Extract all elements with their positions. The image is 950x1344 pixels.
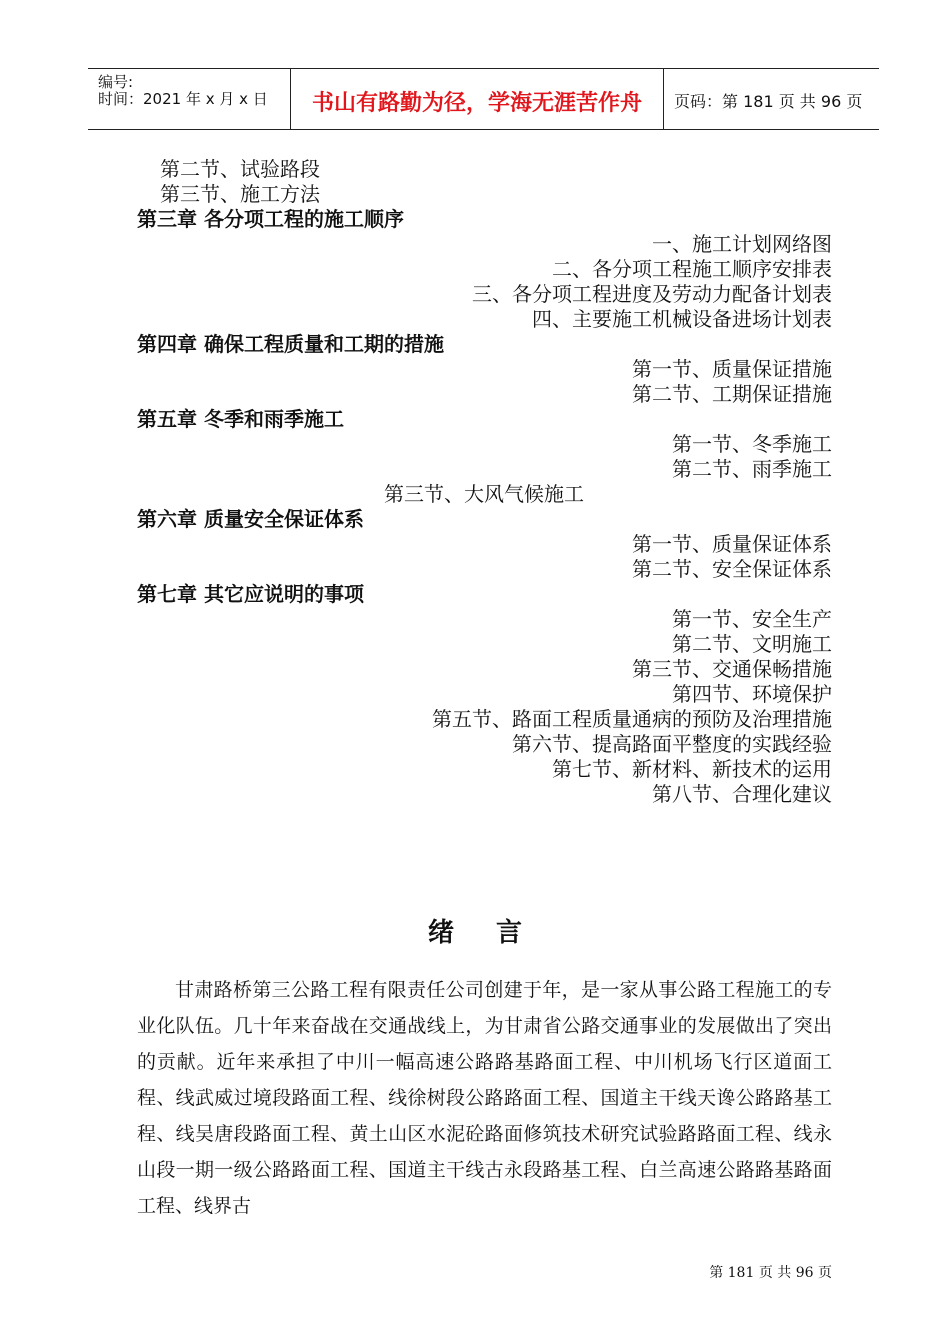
toc-chapter-entry: 第七章 其它应说明的事项: [137, 582, 364, 606]
toc-section-entry: 第一节、冬季施工: [672, 432, 832, 456]
section-title: 绪言: [427, 918, 564, 948]
toc-section-entry: 第二节、文明施工: [672, 632, 832, 656]
toc-chapter-entry: 第三章 各分项工程的施工顺序: [137, 207, 404, 231]
header-motto-cell: [290, 69, 664, 129]
toc-section-entry: 一、施工计划网络图: [652, 232, 832, 256]
toc-section-entry: 第六节、提高路面平整度的实践经验: [512, 732, 832, 756]
toc-section-entry: 第三节、大风气候施工: [384, 482, 584, 506]
toc-section-entry: 第七节、新材料、新技术的运用: [552, 757, 832, 781]
toc-section-entry: 三、各分项工程进度及劳动力配备计划表: [472, 282, 832, 306]
toc-section-entry: 二、各分项工程施工顺序安排表: [552, 257, 832, 281]
toc-section-entry: 第五节、路面工程质量通病的预防及治理措施: [432, 707, 832, 731]
header-page-info: 页码：第 181 页 共 96 页: [674, 92, 863, 111]
toc-section-entry: 第四节、环境保护: [672, 682, 832, 706]
toc-section-entry: 第一节、质量保证体系: [632, 532, 832, 556]
footer-page-number: 第 181 页 共 96 页: [709, 1265, 832, 1281]
page-header: [88, 68, 879, 130]
toc-chapter-entry: 第六章 质量安全保证体系: [137, 507, 364, 531]
toc-section-entry: 第二节、试验路段: [160, 157, 320, 181]
serial-label: 编号:: [98, 73, 134, 91]
header-page-cell: [664, 69, 879, 129]
header-meta-cell: [88, 69, 290, 129]
toc-section-entry: 第一节、安全生产: [672, 607, 832, 631]
time-label: 时间：2021 年 x 月 x 日: [98, 90, 268, 108]
toc-section-entry: 第三节、施工方法: [160, 182, 320, 206]
toc-section-entry: 四、主要施工机械设备进场计划表: [532, 307, 832, 331]
toc-section-entry: 第二节、工期保证措施: [632, 382, 832, 406]
toc-section-entry: 第一节、质量保证措施: [632, 357, 832, 381]
toc-section-entry: 第二节、安全保证体系: [632, 557, 832, 581]
intro-paragraph: 甘肃路桥第三公路工程有限责任公司创建于年，是一家从事公路工程施工的专业化队伍。几十年来奋战在交通战线上，为甘肃省公路交通事业的发展做出了突出的贡献。近年来承担了中川一幅高速公路路基路面工程、中川机场飞行区道面工程、线武威过境段路面工程、线徐树段公路路面工程、国道主干线天谗公路路基工程、线吴唐段路面工程、黄土山区水泥砼路面修筑技术研究试验路路面工程、线永山段一期一级公路路面工程、国道主干线古永段路基工程、白兰高速公路路基路面工程、线界古: [137, 979, 832, 1217]
toc-section-entry: 第三节、交通保畅措施: [632, 657, 832, 681]
toc-section-entry: 第二节、雨季施工: [672, 457, 832, 481]
toc-chapter-entry: 第四章 确保工程质量和工期的措施: [137, 332, 444, 356]
header-motto: 书山有路勤为径，学海无涯苦作舟: [311, 91, 642, 116]
toc-chapter-entry: 第五章 冬季和雨季施工: [137, 407, 344, 431]
toc-section-entry: 第八节、合理化建议: [652, 782, 832, 806]
